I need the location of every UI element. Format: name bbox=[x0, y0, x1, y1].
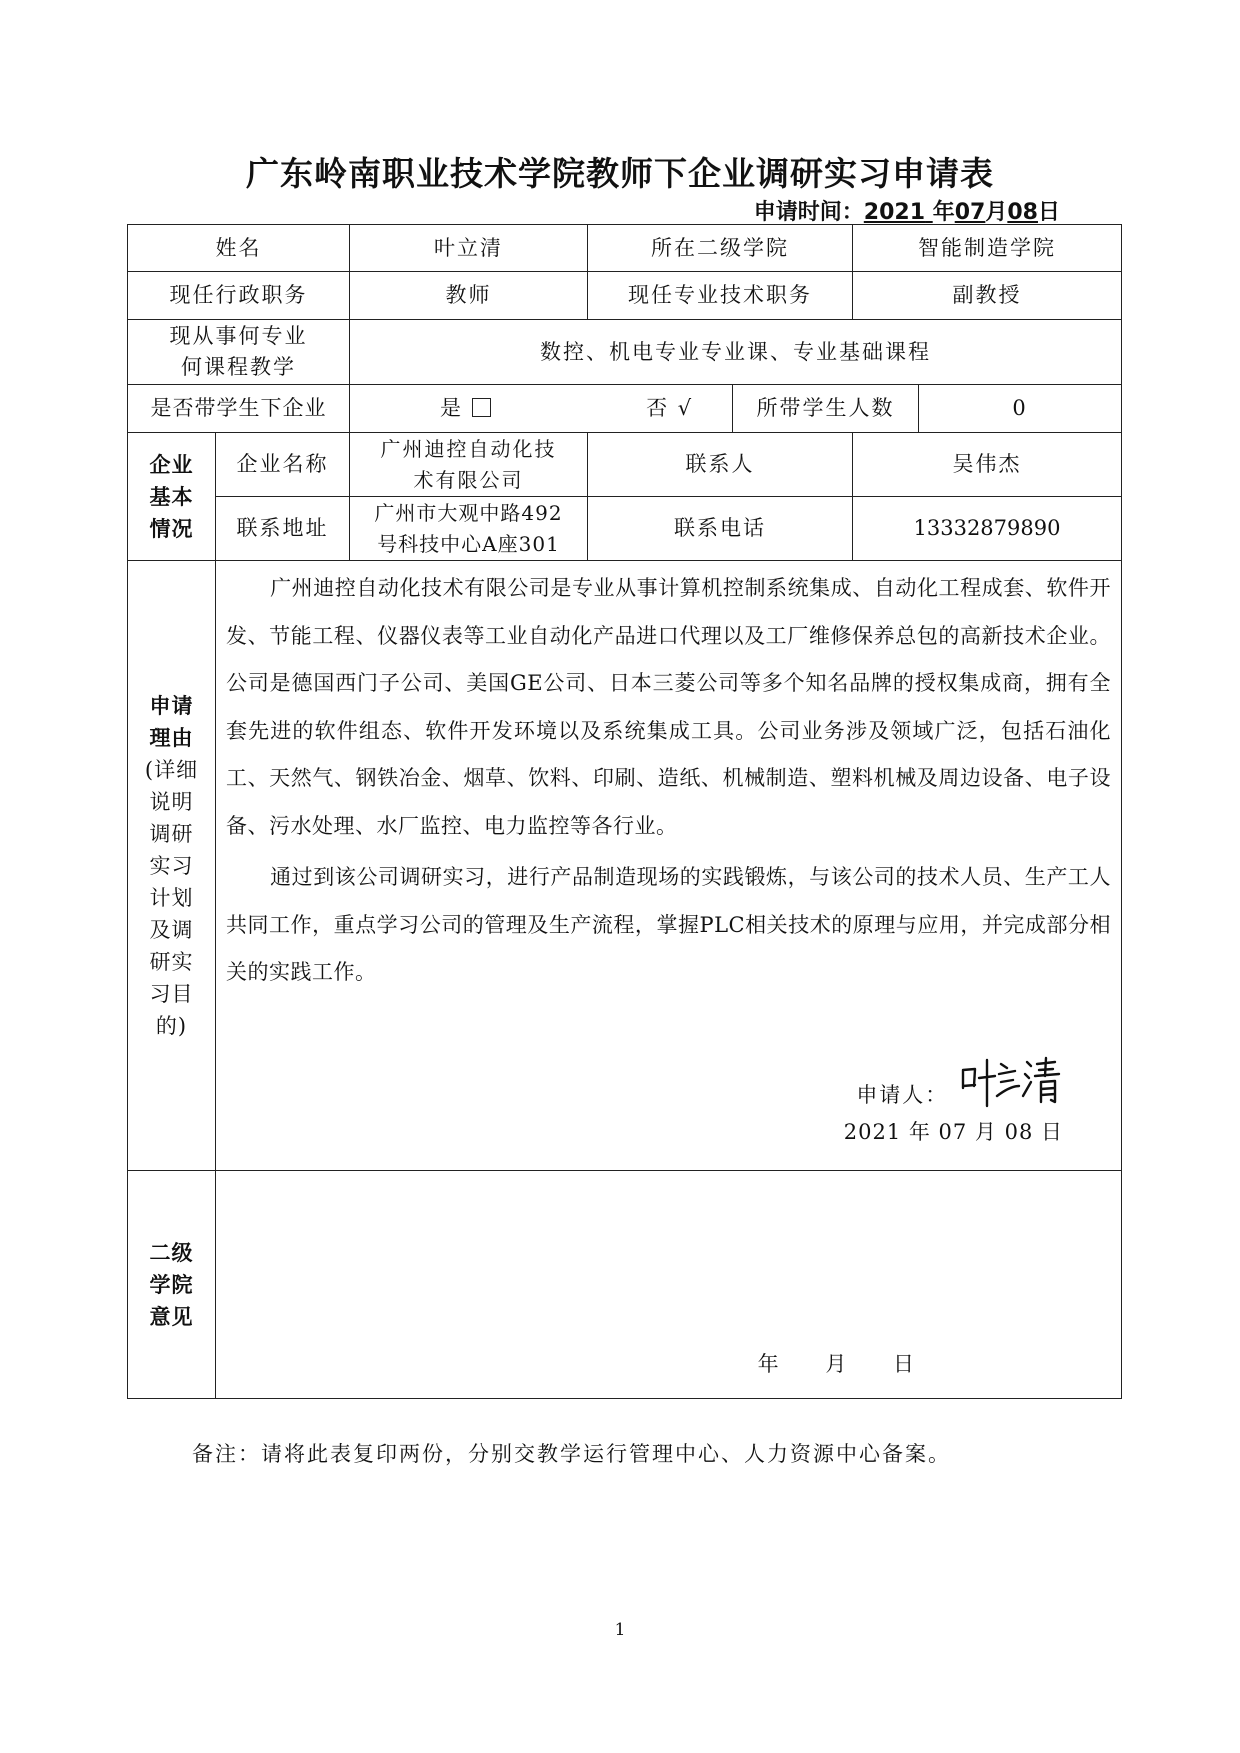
apply-day: 08 bbox=[1007, 200, 1038, 225]
reason-label bbox=[128, 561, 216, 1171]
address-line-2: 号科技中心A座301 bbox=[377, 531, 560, 556]
apply-date-label: 申请时间： bbox=[753, 200, 864, 225]
reason-content bbox=[216, 561, 1122, 1171]
reason-label-11: 的) bbox=[155, 1013, 188, 1038]
opinion-label bbox=[128, 1171, 216, 1399]
row-enterprise-name bbox=[128, 433, 1122, 497]
reason-label-8: 及调 bbox=[149, 917, 194, 942]
reason-label-3: (详细 bbox=[144, 757, 199, 782]
student-count-label: 所带学生人数 bbox=[733, 385, 919, 432]
applicant-sign-date: 2021 年 07 月 08 日 bbox=[843, 1120, 1063, 1144]
opinion-date-month: 月 bbox=[825, 1352, 849, 1376]
yes-label: 是 bbox=[440, 396, 463, 420]
college-value: 智能制造学院 bbox=[853, 225, 1122, 272]
contact-value: 吴伟杰 bbox=[853, 433, 1122, 497]
applicant-label: 申请人： bbox=[856, 1083, 949, 1107]
enterprise-name-line-1: 广州迪控自动化技 bbox=[380, 436, 557, 461]
yes-checkbox[interactable] bbox=[472, 398, 491, 417]
remark-note: 备注：请将此表复印两份，分别交教学运行管理中心、人力资源中心备案。 bbox=[192, 1442, 951, 1466]
phone-value: 13332879890 bbox=[853, 497, 1122, 561]
page-number: 1 bbox=[614, 1620, 626, 1640]
reason-label-4: 说明 bbox=[149, 789, 194, 814]
page-title: 广东岭南职业技术学院教师下企业调研实习申请表 bbox=[246, 154, 994, 193]
reason-paragraph-1: 广州迪控自动化技术有限公司是专业从事计算机控制系统集成、自动化工程成套、软件开发、节能工程、仪器仪表等工业自动化产品进口代理以及工厂维修保养总包的高新技术企业。公司是德国西门子公司、美国GE公司、日本三菱公司等多个知名品牌的授权集成商，拥有全套先进的软件组态、软件开发环境以及系统集成工具。公司业务涉及领域广泛，包括石油化工、天然气、钢铁冶金、烟草、饮料、印刷、造纸、机械制造、塑料机械及周边设备、电子设备、污水处理、水厂监控、电力监控等各行业。 bbox=[226, 576, 1111, 838]
teaching-value: 数控、机电专业专业课、专业基础课程 bbox=[350, 320, 1122, 385]
handwritten-signature bbox=[957, 1056, 1063, 1108]
name-label: 姓名 bbox=[128, 225, 350, 272]
phone-label: 联系电话 bbox=[588, 497, 853, 561]
enterprise-section-label bbox=[128, 433, 216, 561]
enterprise-label-3: 情况 bbox=[149, 516, 194, 541]
reason-label-5: 调研 bbox=[149, 821, 194, 846]
reason-paragraph-2: 通过到该公司调研实习，进行产品制造现场的实践锻炼，与该公司的技术人员、生产工人共同工作，重点学习公司的管理及生产流程，掌握PLC相关技术的原理与应用，并完成部分相关的实践工作。 bbox=[226, 865, 1111, 984]
apply-month: 07 bbox=[954, 200, 986, 225]
teaching-label-line-2: 何课程教学 bbox=[181, 355, 296, 379]
admin-post-label: 现任行政职务 bbox=[128, 272, 350, 320]
opinion-label-3: 意见 bbox=[149, 1304, 194, 1329]
student-count-value: 0 bbox=[1012, 396, 1028, 420]
teaching-label bbox=[128, 320, 350, 385]
apply-month-unit: 月 bbox=[985, 200, 1008, 225]
opinion-label-1: 二级 bbox=[149, 1240, 194, 1265]
reason-label-10: 习目 bbox=[149, 981, 194, 1006]
name-value: 叶立清 bbox=[350, 225, 588, 272]
reason-label-2: 理由 bbox=[149, 725, 194, 750]
contact-label: 联系人 bbox=[588, 433, 853, 497]
opinion-date bbox=[758, 1349, 916, 1380]
row-students bbox=[128, 385, 1122, 433]
applicant-signature-block bbox=[856, 1056, 1063, 1111]
row-name bbox=[128, 225, 1122, 272]
college-label: 所在二级学院 bbox=[588, 225, 853, 272]
application-form-table bbox=[127, 224, 1122, 1399]
apply-year: 2021 bbox=[863, 200, 926, 225]
reason-label-6: 实习 bbox=[149, 853, 194, 878]
row-opinion bbox=[128, 1171, 1122, 1399]
admin-post-value: 教师 bbox=[350, 272, 588, 320]
opinion-date-year: 年 bbox=[757, 1352, 781, 1376]
with-students-label: 是否带学生下企业 bbox=[128, 385, 350, 433]
enterprise-label-2: 基本 bbox=[149, 484, 194, 509]
enterprise-label-1: 企业 bbox=[149, 452, 194, 477]
address-label: 联系地址 bbox=[216, 497, 350, 561]
opinion-content[interactable] bbox=[216, 1171, 1122, 1399]
row-posts bbox=[128, 272, 1122, 320]
row-teaching bbox=[128, 320, 1122, 385]
no-label: 否 bbox=[646, 396, 670, 420]
row-reason bbox=[128, 561, 1122, 1171]
reason-label-7: 计划 bbox=[149, 885, 194, 910]
apply-date bbox=[754, 195, 1060, 226]
enterprise-name-line-2: 术有限公司 bbox=[413, 467, 524, 492]
opinion-date-day: 日 bbox=[893, 1352, 916, 1376]
address-line-1: 广州市大观中路492 bbox=[374, 500, 563, 525]
tech-post-label: 现任专业技术职务 bbox=[588, 272, 853, 320]
reason-label-1: 申请 bbox=[149, 693, 194, 718]
student-count-cell bbox=[733, 385, 1122, 433]
enterprise-name-label: 企业名称 bbox=[216, 433, 350, 497]
reason-label-9: 研实 bbox=[149, 949, 194, 974]
with-students-options bbox=[350, 385, 733, 433]
address-value bbox=[350, 497, 588, 561]
opinion-label-2: 学院 bbox=[149, 1272, 194, 1297]
apply-day-unit: 日 bbox=[1037, 200, 1060, 225]
row-enterprise-address bbox=[128, 497, 1122, 561]
teaching-label-line-1: 现从事何专业 bbox=[169, 324, 308, 348]
apply-year-unit: 年 bbox=[932, 200, 955, 225]
tech-post-value: 副教授 bbox=[853, 272, 1122, 320]
enterprise-name-value bbox=[350, 433, 588, 497]
no-check-mark[interactable]: √ bbox=[677, 396, 694, 420]
